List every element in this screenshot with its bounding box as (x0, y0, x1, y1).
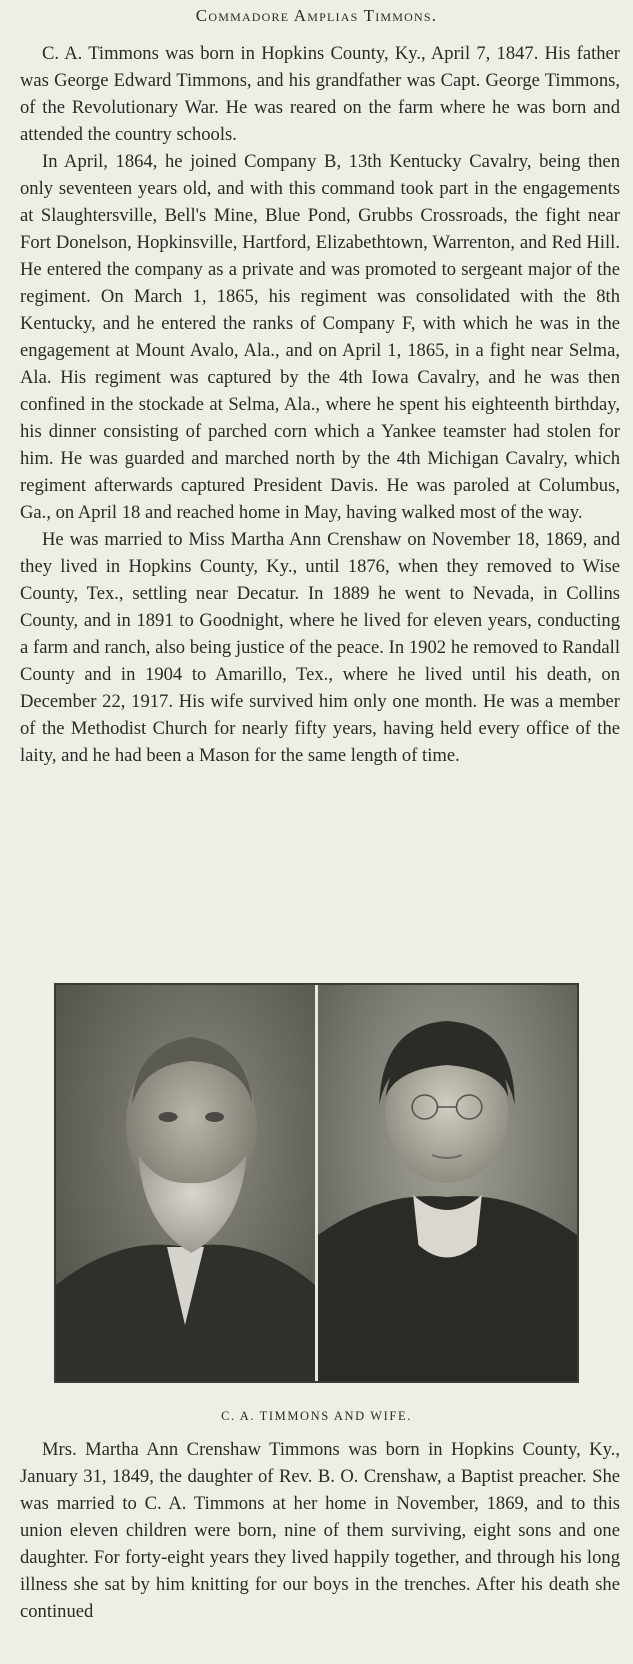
paragraph-military-service: In April, 1864, he joined Company B, 13th Kentucky Cavalry, being then only seventeen years old, and with this command took part in the engagements at Slaughtersville, Bell's Mine, Blue Pond, Grubbs Crossroads, the fight near Fort Donelson, Hopkinsville, Hartford, Elizabethtown, Warrenton, and Red Hill. He entered the company as a private and was promoted to sergeant major of the regiment. On March 1, 1865, his regiment was consolidated with the 8th Kentucky, and he entered the ranks of Company F, with which he was in the engagement at Mount Avalo, Ala., and on April 1, 1865, in a fight near Selma, Ala. His regiment was captured by the 4th Iowa Cavalry, and he was then confined in the stockade at Selma, Ala., where he spent his eighteenth birthday, his dinner consisting of parched corn which a Yankee teamster had stolen for him. He was guarded and marched north by the 4th Michigan Cavalry, which regiment afterwards captured President Davis. He was paroled at Columbus, Ga., on April 18 and reached home in May, having walked most of the way. (20, 151, 620, 523)
portrait-wife (315, 985, 577, 1381)
page-title: Commadore Amplias Timmons. (195, 6, 438, 25)
paragraph-marriage-life: He was married to Miss Martha Ann Crenshaw on November 18, 1869, and they lived in Hopkins County, Ky., until 1876, when they removed to Wise County, Tex., settling near Decatur. In 1889 he went to Nevada, in Collins County, and in 1891 to Goodnight, where he lived for eleven years, conducting a farm and ranch, also being justice of the peace. In 1902 he removed to Randall County and in 1904 to Amarillo, Tex., where he lived until his death, on December 22, 1917. His wife survived him only one month. He was a member of the Methodist Church for nearly fifty years, having held every office of the laity, and he had been a Mason for the same length of time. (20, 529, 620, 766)
photograph (54, 983, 579, 1383)
paragraph-wife: Mrs. Martha Ann Crenshaw Timmons was born in Hopkins County, Ky., January 31, 1849, the daughter of Rev. B. O. Crenshaw, a Baptist preacher. She was married to C. A. Timmons at her home in November, 1869, and to this union eleven children were born, nine of them surviving, eight sons and one daughter. For forty-eight years they lived happily together, and through his long illness she sat by him knitting for our boys in the trenches. After his death she continued (20, 1439, 620, 1622)
portrait-husband (56, 985, 315, 1381)
biography-text (20, 40, 620, 769)
photo-caption: C. A. TIMMONS AND WIFE. (221, 1409, 412, 1423)
woman-portrait-icon (318, 985, 577, 1381)
man-portrait-icon (56, 985, 315, 1381)
wife-biography-text (20, 1436, 620, 1625)
paragraph-birth: C. A. Timmons was born in Hopkins County, Ky., April 7, 1847. His father was George Edward Timmons, and his grandfather was Capt. George Timmons, of the Revolutionary War. He was reared on the farm where he was born and attended the country schools. (20, 43, 620, 145)
